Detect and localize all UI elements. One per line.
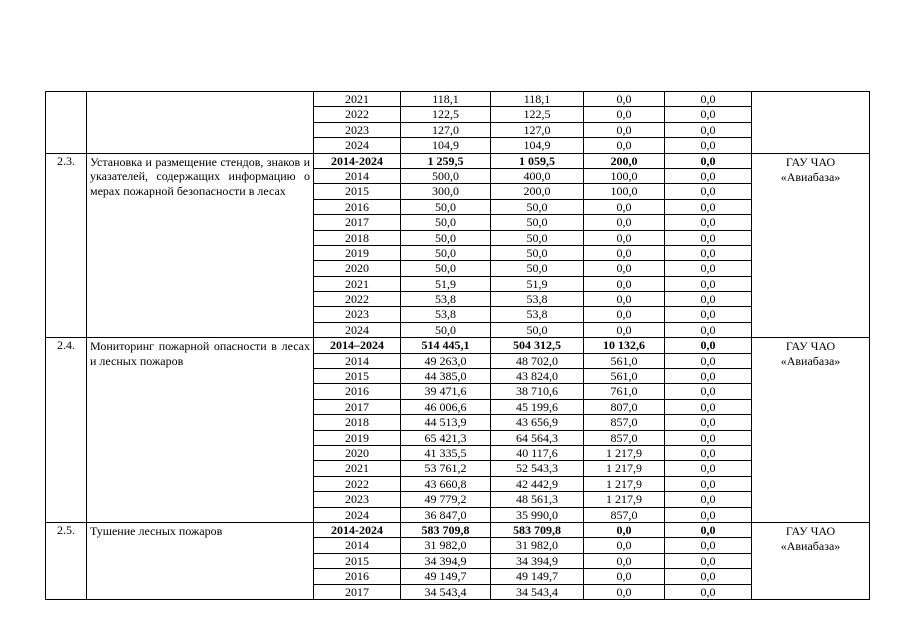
federal-amount-cell: 0,0 — [584, 569, 665, 584]
total-amount-cell: 122,5 — [401, 107, 491, 122]
period-cell: 2017 — [314, 584, 401, 599]
other-amount-cell: 0,0 — [665, 138, 752, 153]
total-amount-cell: 46 006,6 — [401, 399, 491, 414]
other-amount-cell: 0,0 — [665, 507, 752, 522]
budget-amount-cell: 43 656,9 — [491, 415, 584, 430]
period-cell: 2020 — [314, 261, 401, 276]
total-amount-cell: 41 335,5 — [401, 445, 491, 460]
other-amount-cell: 0,0 — [665, 168, 752, 183]
other-amount-cell: 0,0 — [665, 338, 752, 353]
federal-amount-cell: 0,0 — [584, 215, 665, 230]
period-cell: 2019 — [314, 245, 401, 260]
budget-amount-cell: 34 394,9 — [491, 553, 584, 568]
total-amount-cell: 300,0 — [401, 184, 491, 199]
budget-amount-cell: 50,0 — [491, 245, 584, 260]
federal-amount-cell: 100,0 — [584, 184, 665, 199]
federal-amount-cell: 0,0 — [584, 276, 665, 291]
other-amount-cell: 0,0 — [665, 276, 752, 291]
period-cell: 2021 — [314, 461, 401, 476]
total-amount-cell: 31 982,0 — [401, 538, 491, 553]
total-amount-cell: 39 471,6 — [401, 384, 491, 399]
other-amount-cell: 0,0 — [665, 245, 752, 260]
budget-amount-cell: 1 059,5 — [491, 153, 584, 168]
total-amount-cell: 44 385,0 — [401, 369, 491, 384]
budget-amount-cell: 53,8 — [491, 292, 584, 307]
activity-title: Тушение лесных пожаров — [87, 522, 314, 599]
period-cell: 2016 — [314, 199, 401, 214]
federal-amount-cell: 1 217,9 — [584, 445, 665, 460]
total-amount-cell: 53,8 — [401, 292, 491, 307]
total-amount-cell: 49 263,0 — [401, 353, 491, 368]
period-cell: 2017 — [314, 399, 401, 414]
period-cell: 2021 — [314, 92, 401, 107]
federal-amount-cell: 0,0 — [584, 245, 665, 260]
budget-amount-cell: 200,0 — [491, 184, 584, 199]
federal-amount-cell: 0,0 — [584, 522, 665, 537]
federal-amount-cell: 761,0 — [584, 384, 665, 399]
budget-amount-cell: 42 442,9 — [491, 476, 584, 491]
responsible-organization: ГАУ ЧАО «Авиабаза» — [752, 153, 870, 338]
other-amount-cell: 0,0 — [665, 492, 752, 507]
budget-amount-cell: 50,0 — [491, 199, 584, 214]
budget-amount-cell: 43 824,0 — [491, 369, 584, 384]
period-cell: 2014 — [314, 353, 401, 368]
federal-amount-cell: 0,0 — [584, 292, 665, 307]
period-cell: 2015 — [314, 553, 401, 568]
other-amount-cell: 0,0 — [665, 122, 752, 137]
other-amount-cell: 0,0 — [665, 430, 752, 445]
table-body — [46, 92, 870, 600]
other-amount-cell: 0,0 — [665, 261, 752, 276]
federal-amount-cell: 0,0 — [584, 307, 665, 322]
period-cell: 2015 — [314, 369, 401, 384]
other-amount-cell: 0,0 — [665, 369, 752, 384]
federal-amount-cell: 807,0 — [584, 399, 665, 414]
period-cell: 2022 — [314, 292, 401, 307]
total-amount-cell: 118,1 — [401, 92, 491, 107]
total-amount-cell: 34 394,9 — [401, 553, 491, 568]
period-cell: 2022 — [314, 107, 401, 122]
budget-amount-cell: 35 990,0 — [491, 507, 584, 522]
total-amount-cell: 50,0 — [401, 199, 491, 214]
program-activities-table — [45, 91, 870, 600]
period-cell: 2023 — [314, 122, 401, 137]
federal-amount-cell: 1 217,9 — [584, 492, 665, 507]
budget-amount-cell: 51,9 — [491, 276, 584, 291]
federal-amount-cell: 561,0 — [584, 353, 665, 368]
other-amount-cell: 0,0 — [665, 292, 752, 307]
total-amount-cell: 65 421,3 — [401, 430, 491, 445]
budget-amount-cell: 127,0 — [491, 122, 584, 137]
activity-title — [87, 92, 314, 154]
federal-amount-cell: 10 132,6 — [584, 338, 665, 353]
period-cell: 2018 — [314, 415, 401, 430]
other-amount-cell: 0,0 — [665, 415, 752, 430]
total-amount-cell: 50,0 — [401, 245, 491, 260]
budget-amount-cell: 50,0 — [491, 230, 584, 245]
responsible-organization: ГАУ ЧАО «Авиабаза» — [752, 338, 870, 523]
other-amount-cell: 0,0 — [665, 307, 752, 322]
other-amount-cell: 0,0 — [665, 445, 752, 460]
period-cell: 2014-2024 — [314, 522, 401, 537]
total-amount-cell: 36 847,0 — [401, 507, 491, 522]
other-amount-cell: 0,0 — [665, 215, 752, 230]
period-cell: 2014–2024 — [314, 338, 401, 353]
other-amount-cell: 0,0 — [665, 522, 752, 537]
total-amount-cell: 49 779,2 — [401, 492, 491, 507]
federal-amount-cell: 0,0 — [584, 322, 665, 337]
budget-amount-cell: 122,5 — [491, 107, 584, 122]
federal-amount-cell: 1 217,9 — [584, 476, 665, 491]
total-amount-cell: 44 513,9 — [401, 415, 491, 430]
other-amount-cell: 0,0 — [665, 92, 752, 107]
budget-amount-cell: 583 709,8 — [491, 522, 584, 537]
federal-amount-cell: 1 217,9 — [584, 461, 665, 476]
activity-title: Установка и размещение стендов, знаков и указателей, содержащих информацию о мерах пожарной безопасности в лесах — [87, 153, 314, 338]
federal-amount-cell: 561,0 — [584, 369, 665, 384]
budget-amount-cell: 50,0 — [491, 261, 584, 276]
budget-amount-cell: 50,0 — [491, 215, 584, 230]
federal-amount-cell: 200,0 — [584, 153, 665, 168]
other-amount-cell: 0,0 — [665, 153, 752, 168]
period-cell: 2019 — [314, 430, 401, 445]
federal-amount-cell: 0,0 — [584, 199, 665, 214]
period-cell: 2022 — [314, 476, 401, 491]
period-cell: 2020 — [314, 445, 401, 460]
federal-amount-cell: 0,0 — [584, 92, 665, 107]
period-cell: 2023 — [314, 307, 401, 322]
total-amount-cell: 50,0 — [401, 230, 491, 245]
table-row — [46, 153, 870, 168]
budget-amount-cell: 38 710,6 — [491, 384, 584, 399]
other-amount-cell: 0,0 — [665, 461, 752, 476]
period-cell: 2015 — [314, 184, 401, 199]
total-amount-cell: 1 259,5 — [401, 153, 491, 168]
budget-amount-cell: 50,0 — [491, 322, 584, 337]
other-amount-cell: 0,0 — [665, 107, 752, 122]
federal-amount-cell: 0,0 — [584, 553, 665, 568]
period-cell: 2014 — [314, 538, 401, 553]
other-amount-cell: 0,0 — [665, 199, 752, 214]
item-number: 2.4. — [46, 338, 87, 523]
other-amount-cell: 0,0 — [665, 230, 752, 245]
period-cell: 2021 — [314, 276, 401, 291]
total-amount-cell: 34 543,4 — [401, 584, 491, 599]
period-cell: 2023 — [314, 492, 401, 507]
period-cell: 2016 — [314, 569, 401, 584]
total-amount-cell: 514 445,1 — [401, 338, 491, 353]
other-amount-cell: 0,0 — [665, 184, 752, 199]
budget-amount-cell: 53,8 — [491, 307, 584, 322]
budget-amount-cell: 504 312,5 — [491, 338, 584, 353]
federal-amount-cell: 857,0 — [584, 415, 665, 430]
budget-amount-cell: 48 561,3 — [491, 492, 584, 507]
other-amount-cell: 0,0 — [665, 538, 752, 553]
other-amount-cell: 0,0 — [665, 553, 752, 568]
total-amount-cell: 51,9 — [401, 276, 491, 291]
responsible-organization: ГАУ ЧАО «Авиабаза» — [752, 522, 870, 599]
total-amount-cell: 127,0 — [401, 122, 491, 137]
federal-amount-cell: 0,0 — [584, 261, 665, 276]
other-amount-cell: 0,0 — [665, 322, 752, 337]
budget-amount-cell: 31 982,0 — [491, 538, 584, 553]
period-cell: 2024 — [314, 138, 401, 153]
other-amount-cell: 0,0 — [665, 353, 752, 368]
total-amount-cell: 583 709,8 — [401, 522, 491, 537]
period-cell: 2014 — [314, 168, 401, 183]
table-row — [46, 338, 870, 353]
total-amount-cell: 53,8 — [401, 307, 491, 322]
item-number: 2.5. — [46, 522, 87, 599]
total-amount-cell: 500,0 — [401, 168, 491, 183]
federal-amount-cell: 0,0 — [584, 230, 665, 245]
budget-amount-cell: 48 702,0 — [491, 353, 584, 368]
total-amount-cell: 49 149,7 — [401, 569, 491, 584]
budget-amount-cell: 104,9 — [491, 138, 584, 153]
budget-amount-cell: 40 117,6 — [491, 445, 584, 460]
total-amount-cell: 43 660,8 — [401, 476, 491, 491]
activity-title: Мониторинг пожарной опасности в лесах и лесных пожаров — [87, 338, 314, 523]
federal-amount-cell: 100,0 — [584, 168, 665, 183]
total-amount-cell: 50,0 — [401, 215, 491, 230]
federal-amount-cell: 857,0 — [584, 430, 665, 445]
period-cell: 2017 — [314, 215, 401, 230]
other-amount-cell: 0,0 — [665, 584, 752, 599]
federal-amount-cell: 0,0 — [584, 122, 665, 137]
total-amount-cell: 50,0 — [401, 261, 491, 276]
period-cell: 2024 — [314, 507, 401, 522]
other-amount-cell: 0,0 — [665, 476, 752, 491]
table-row — [46, 92, 870, 107]
period-cell: 2014-2024 — [314, 153, 401, 168]
federal-amount-cell: 0,0 — [584, 584, 665, 599]
item-number: 2.3. — [46, 153, 87, 338]
federal-amount-cell: 0,0 — [584, 538, 665, 553]
responsible-organization — [752, 92, 870, 154]
total-amount-cell: 104,9 — [401, 138, 491, 153]
budget-amount-cell: 34 543,4 — [491, 584, 584, 599]
total-amount-cell: 50,0 — [401, 322, 491, 337]
budget-amount-cell: 400,0 — [491, 168, 584, 183]
budget-amount-cell: 45 199,6 — [491, 399, 584, 414]
period-cell: 2016 — [314, 384, 401, 399]
other-amount-cell: 0,0 — [665, 569, 752, 584]
budget-amount-cell: 118,1 — [491, 92, 584, 107]
period-cell: 2024 — [314, 322, 401, 337]
period-cell: 2018 — [314, 230, 401, 245]
budget-amount-cell: 64 564,3 — [491, 430, 584, 445]
federal-amount-cell: 857,0 — [584, 507, 665, 522]
total-amount-cell: 53 761,2 — [401, 461, 491, 476]
budget-amount-cell: 49 149,7 — [491, 569, 584, 584]
budget-amount-cell: 52 543,3 — [491, 461, 584, 476]
federal-amount-cell: 0,0 — [584, 138, 665, 153]
other-amount-cell: 0,0 — [665, 399, 752, 414]
item-number — [46, 92, 87, 154]
table-row — [46, 522, 870, 537]
other-amount-cell: 0,0 — [665, 384, 752, 399]
federal-amount-cell: 0,0 — [584, 107, 665, 122]
